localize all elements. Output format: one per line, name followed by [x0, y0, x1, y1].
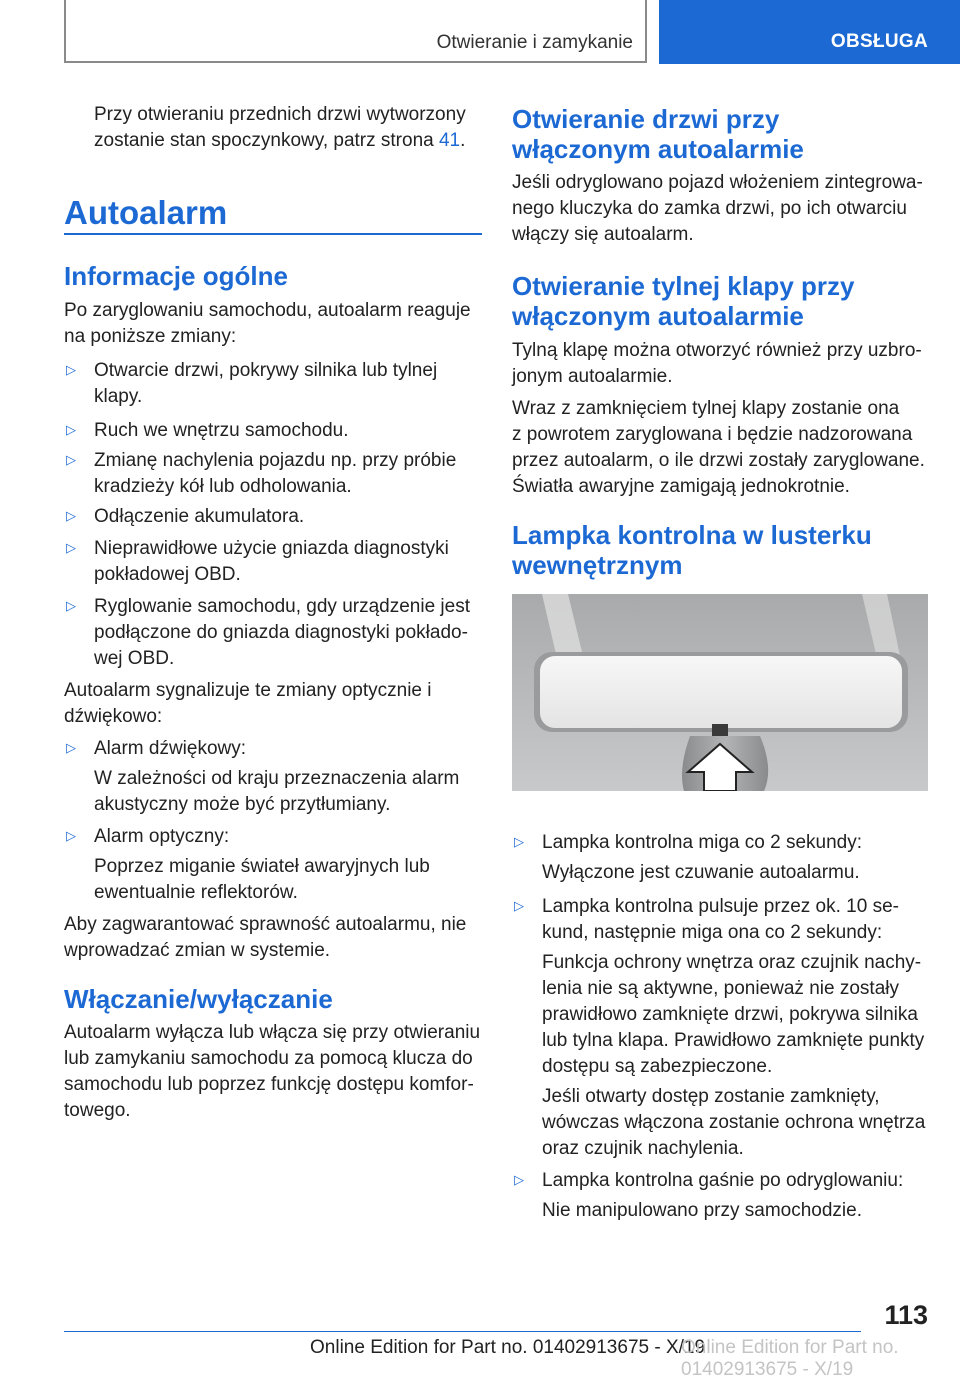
paragraph-line: nego kluczyka do zamka drzwi, po ich otwarciu — [512, 198, 907, 219]
list-item-label: Lampka kontrolna gaśnie po odryglowaniu: — [542, 1170, 904, 1191]
bullet-triangle-icon: ▷ — [66, 598, 76, 613]
list-item-desc: dostępu są zabezpieczone. — [542, 1056, 773, 1077]
paragraph-line: Autoalarm wyłącza lub włącza się przy otwieraniu — [64, 1022, 481, 1043]
list-item-desc: lenia nie są aktywne, ponieważ nie zostały — [542, 978, 899, 999]
list-item: Nieprawidłowe użycie gniazda diagnostyki — [94, 538, 449, 559]
section-tab[interactable] — [659, 0, 960, 64]
list-item: Otwarcie drzwi, pokrywy silnika lub tylnej — [94, 360, 438, 381]
list-item-desc: Nie manipulowano przy samochodzie. — [542, 1200, 862, 1221]
list-item-desc: akustyczny może być przytłumiany. — [94, 794, 391, 815]
paragraph-line: jonym autoalarmie. — [512, 366, 673, 387]
list-item-desc: oraz czujnik nachylenia. — [542, 1138, 744, 1159]
bullet-triangle-icon: ▷ — [514, 898, 524, 913]
page-number: 113 — [884, 1300, 928, 1330]
list-item-desc: W zależności od kraju przeznaczenia alarm — [94, 768, 460, 789]
list-item-label: Lampka kontrolna miga co 2 sekundy: — [542, 832, 863, 853]
list-item-desc: wówczas włączona zostanie ochrona wnętrza — [542, 1112, 926, 1133]
list-item: podłączone do gniazda diagnostyki pokłado- — [94, 622, 468, 643]
list-item: pokładowej OBD. — [94, 564, 241, 585]
list-item-desc: Wyłączone jest czuwanie autoalarmu. — [542, 862, 860, 883]
bullet-triangle-icon: ▷ — [66, 828, 76, 843]
list-item: Ryglowanie samochodu, gdy urządzenie jest — [94, 596, 470, 617]
list-item: Odłączenie akumulatora. — [94, 506, 305, 527]
chapter-title: Otwieranie i zamykanie — [436, 32, 633, 53]
list-item-label: Alarm optyczny: — [94, 826, 230, 847]
intro-line: Przy otwieraniu przednich drzwi wytworzony — [94, 104, 466, 125]
header-frame — [64, 0, 647, 63]
list-item: wej OBD. — [94, 648, 175, 669]
section-rule — [64, 233, 482, 235]
subheading-doors: Otwieranie drzwi przy — [512, 104, 780, 134]
list-item-label: Lampka kontrolna pulsuje przez ok. 10 se- — [542, 896, 899, 917]
list-item: kradzieży kół lub odholowania. — [94, 476, 352, 497]
paragraph-line: Aby zagwarantować sprawność autoalarmu, nie — [64, 914, 467, 935]
paragraph-line: Światła awaryjne zamigają jednokrotnie. — [512, 476, 850, 497]
list-item: Zmianę nachylenia pojazdu np. przy próbie — [94, 450, 457, 471]
list-item-desc: Funkcja ochrony wnętrza oraz czujnik nachy- — [542, 952, 922, 973]
subheading-tailgate: włączonym autoalarmie — [512, 301, 804, 331]
paragraph-line: Po zaryglowaniu samochodu, autoalarm reaguje — [64, 300, 471, 321]
paragraph-line: przez autoalarm, o ile drzwi zostały zaryglowane. — [512, 450, 925, 471]
paragraph-line: Tylną klapę można otworzyć również przy uzbro- — [512, 340, 922, 361]
list-item-desc: Poprzez miganie świateł awaryjnych lub — [94, 856, 430, 877]
paragraph-line: Autoalarm sygnalizuje te zmiany optycznie i — [64, 680, 432, 701]
bullet-triangle-icon: ▷ — [66, 540, 76, 555]
section-title: Autoalarm — [64, 194, 228, 231]
watermark: Online Edition for Part no. 01402913675 - X/19 — [681, 1337, 899, 1380]
paragraph-line: samochodu lub poprzez funkcję dostępu komfor- — [64, 1074, 474, 1095]
bullet-triangle-icon: ▷ — [514, 1172, 524, 1187]
rearview-mirror-illustration — [512, 594, 928, 791]
subheading-onoff: Włączanie/wyłączanie — [64, 984, 333, 1014]
paragraph-line: dźwiękowo: — [64, 706, 163, 727]
list-item: klapy. — [94, 386, 143, 407]
bullet-triangle-icon: ▷ — [66, 422, 76, 437]
list-item-desc: ewentualnie reflektorów. — [94, 882, 298, 903]
subheading-lamp: wewnętrznym — [512, 550, 683, 580]
intro-line: zostanie stan spoczynkowy, patrz strona 41. — [94, 130, 466, 151]
list-item-desc: prawidłowo zamknięte drzwi, pokrywa silnika — [542, 1004, 918, 1025]
paragraph-line: Wraz z zamknięciem tylnej klapy zostanie ona — [512, 398, 900, 419]
paragraph-line: wprowadzać zmian w systemie. — [64, 940, 331, 961]
footer-edition: Online Edition for Part no. 01402913675 - X/19 — [310, 1337, 706, 1358]
footer-rule — [64, 1331, 861, 1332]
bullet-triangle-icon: ▷ — [66, 452, 76, 467]
paragraph-line: lub zamykaniu samochodu za pomocą klucza do — [64, 1048, 473, 1069]
bullet-triangle-icon: ▷ — [66, 362, 76, 377]
paragraph-line: towego. — [64, 1100, 131, 1121]
paragraph-line: włączy się autoalarm. — [512, 224, 694, 245]
subheading-lamp: Lampka kontrolna w lusterku — [512, 520, 872, 550]
section-tab-label: OBSŁUGA — [830, 31, 928, 52]
list-item-desc: lub tylna klapa. Prawidłowo zamknięte punkty — [542, 1030, 925, 1051]
paragraph-line: Jeśli odryglowano pojazd włożeniem zintegrowa- — [512, 172, 923, 193]
paragraph-line: na poniższe zmiany: — [64, 326, 237, 347]
bullet-triangle-icon: ▷ — [66, 508, 76, 523]
list-item-label: kund, następnie miga ona co 2 sekundy: — [542, 922, 883, 943]
list-item-label: Alarm dźwiękowy: — [94, 738, 247, 759]
list-item: Ruch we wnętrzu samochodu. — [94, 420, 349, 441]
bullet-triangle-icon: ▷ — [514, 834, 524, 849]
bullet-triangle-icon: ▷ — [66, 740, 76, 755]
subheading-tailgate: Otwieranie tylnej klapy przy — [512, 271, 855, 301]
list-item-desc: Jeśli otwarty dostęp zostanie zamknięty, — [542, 1086, 880, 1107]
paragraph-line: z powrotem zaryglowana i będzie nadzorowana — [512, 424, 913, 445]
page-reference-link[interactable]: 41 — [438, 130, 461, 151]
subheading-doors: włączonym autoalarmie — [512, 134, 804, 164]
subheading-general: Informacje ogólne — [64, 261, 288, 291]
